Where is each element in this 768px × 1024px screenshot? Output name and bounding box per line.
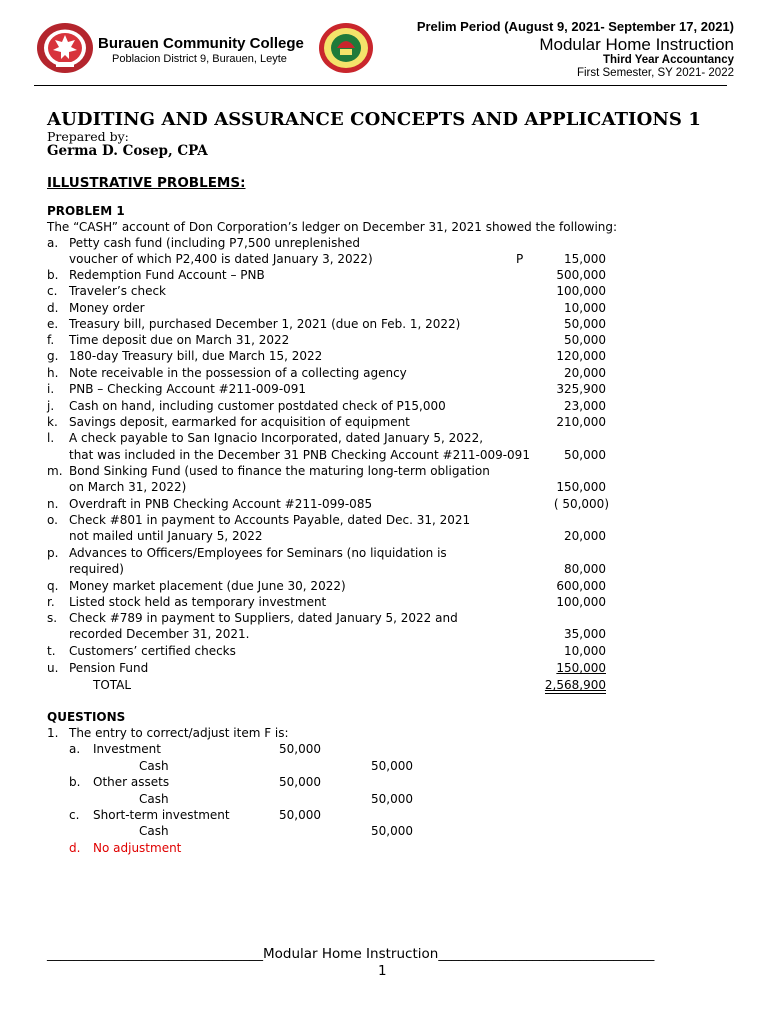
option-debit-amount: 50,000	[279, 775, 321, 789]
item-amount: 50,000	[564, 333, 606, 347]
item-description: Advances to Officers/Employees for Seminars (no liquidation is	[69, 546, 447, 560]
item-amount: 10,000	[564, 644, 606, 658]
item-letter: n.	[47, 497, 59, 511]
option-credit-amount: 50,000	[371, 759, 413, 773]
item-description: Money order	[69, 301, 145, 315]
author-name: Germa D. Cosep, CPA	[47, 143, 208, 159]
option-letter: a.	[69, 742, 81, 756]
item-description: 180-day Treasury bill, due March 15, 2022	[69, 349, 323, 363]
item-description: required)	[69, 562, 124, 576]
college-address: Poblacion District 9, Burauen, Leyte	[112, 53, 287, 65]
item-amount: 20,000	[564, 366, 606, 380]
item-description: Petty cash fund (including P7,500 unreplenished	[69, 236, 360, 250]
course-title: AUDITING AND ASSURANCE CONCEPTS AND APPLICATIONS 1	[47, 109, 702, 130]
item-description: Bond Sinking Fund (used to finance the maturing long-term obligation	[69, 464, 490, 478]
currency-symbol: P	[516, 252, 524, 266]
item-letter: l.	[47, 431, 55, 445]
item-amount: 210,000	[556, 415, 606, 429]
item-description: PNB – Checking Account #211-009-091	[69, 382, 307, 396]
item-letter: u.	[47, 661, 59, 675]
option-credit-amount: 50,000	[371, 792, 413, 806]
item-amount: 150,000	[556, 661, 606, 675]
item-amount: 10,000	[564, 301, 606, 315]
option-debit-account: Investment	[93, 742, 161, 756]
item-letter: j.	[47, 399, 55, 413]
item-description: Customers’ certified checks	[69, 644, 236, 658]
item-amount: 80,000	[564, 562, 606, 576]
item-amount: ( 50,000)	[553, 497, 609, 511]
item-amount: 120,000	[556, 349, 606, 363]
item-letter: k.	[47, 415, 58, 429]
college-seal-icon	[36, 22, 94, 74]
option-credit-account: Cash	[139, 824, 169, 838]
question-text: The entry to correct/adjust item F is:	[69, 726, 289, 740]
item-description: Check #789 in payment to Suppliers, dated January 5, 2022 and	[69, 611, 458, 625]
item-letter: o.	[47, 513, 58, 527]
total-label: TOTAL	[93, 678, 132, 692]
option-debit-amount: 50,000	[279, 808, 321, 822]
item-letter: t.	[47, 644, 56, 658]
item-letter: g.	[47, 349, 59, 363]
period-label: Prelim Period (August 9, 2021- September 17, 2021)	[416, 19, 734, 34]
problem-intro: The “CASH” account of Don Corporation’s ledger on December 31, 2021 showed the following:	[47, 220, 618, 234]
item-description: Check #801 in payment to Accounts Payable, dated Dec. 31, 2021	[69, 513, 471, 527]
questions-heading: QUESTIONS	[47, 710, 126, 724]
option-credit-account: Cash	[139, 759, 169, 773]
item-letter: q.	[47, 579, 59, 593]
item-letter: e.	[47, 317, 59, 331]
item-letter: f.	[47, 333, 55, 347]
footer-right-rule: ________________________________	[438, 946, 655, 962]
item-description: Traveler’s check	[69, 284, 167, 298]
item-letter: r.	[47, 595, 55, 609]
program-label: Modular Home Instruction	[539, 35, 734, 54]
item-description: Money market placement (due June 30, 2022)	[69, 579, 346, 593]
answer-option-text: No adjustment	[93, 841, 182, 855]
item-amount: 35,000	[564, 627, 606, 641]
item-amount: 23,000	[564, 399, 606, 413]
item-amount: 50,000	[564, 448, 606, 462]
item-letter: s.	[47, 611, 58, 625]
item-description: Overdraft in PNB Checking Account #211-099-085	[69, 497, 373, 511]
college-name: Burauen Community College	[98, 35, 304, 52]
item-description: voucher of which P2,400 is dated January 3, 2022)	[69, 252, 373, 266]
header-divider	[34, 85, 727, 86]
item-description: Savings deposit, earmarked for acquisition of equipment	[69, 415, 410, 429]
footer-left-rule: ________________________________	[47, 946, 263, 962]
item-description: recorded December 31, 2021.	[69, 627, 250, 641]
option-credit-account: Cash	[139, 792, 169, 806]
total-amount: 2,568,900	[544, 678, 606, 692]
item-amount: 20,000	[564, 529, 606, 543]
item-amount: 325,900	[556, 382, 606, 396]
item-description: Note receivable in the possession of a collecting agency	[69, 366, 407, 380]
prepared-by-label: Prepared by:	[47, 129, 129, 144]
item-letter: c.	[47, 284, 58, 298]
footer-label: Modular Home Instruction	[263, 946, 439, 962]
option-debit-account: Other assets	[93, 775, 170, 789]
option-debit-account: Short-term investment	[93, 808, 230, 822]
page-number: 1	[378, 963, 387, 979]
item-amount: 150,000	[556, 480, 606, 494]
question-number: 1.	[47, 726, 59, 740]
burauen-leyte-official-seal-icon	[318, 22, 374, 74]
item-letter: p.	[47, 546, 59, 560]
year-level-label: Third Year Accountancy	[602, 54, 734, 66]
item-description: that was included in the December 31 PNB Checking Account #211-009-091	[69, 448, 530, 462]
option-letter: b.	[69, 775, 81, 789]
item-amount: 50,000	[564, 317, 606, 331]
semester-label: First Semester, SY 2021- 2022	[576, 67, 734, 79]
footer-line	[47, 946, 654, 962]
item-description: Treasury bill, purchased December 1, 2021 (due on Feb. 1, 2022)	[69, 317, 461, 331]
item-letter: m.	[47, 464, 63, 478]
section-heading: ILLUSTRATIVE PROBLEMS:	[47, 175, 246, 191]
item-amount: 600,000	[556, 579, 606, 593]
item-description: Redemption Fund Account – PNB	[69, 268, 265, 282]
problem-heading: PROBLEM 1	[47, 204, 125, 218]
item-amount: 15,000	[564, 252, 606, 266]
item-amount: 100,000	[556, 595, 606, 609]
item-description: Time deposit due on March 31, 2022	[69, 333, 290, 347]
answer-option-letter: d.	[69, 841, 81, 855]
option-debit-amount: 50,000	[279, 742, 321, 756]
item-description: Listed stock held as temporary investment	[69, 595, 327, 609]
item-letter: d.	[47, 301, 59, 315]
item-letter: i.	[47, 382, 55, 396]
item-letter: b.	[47, 268, 59, 282]
item-letter: a.	[47, 236, 59, 250]
option-credit-amount: 50,000	[371, 824, 413, 838]
item-amount: 500,000	[556, 268, 606, 282]
item-description: on March 31, 2022)	[69, 480, 187, 494]
option-letter: c.	[69, 808, 80, 822]
item-description: Pension Fund	[69, 661, 149, 675]
item-description: Cash on hand, including customer postdated check of P15,000	[69, 399, 446, 413]
item-description: A check payable to San Ignacio Incorporated, dated January 5, 2022,	[69, 431, 484, 445]
item-letter: h.	[47, 366, 59, 380]
item-amount: 100,000	[556, 284, 606, 298]
item-description: not mailed until January 5, 2022	[69, 529, 263, 543]
